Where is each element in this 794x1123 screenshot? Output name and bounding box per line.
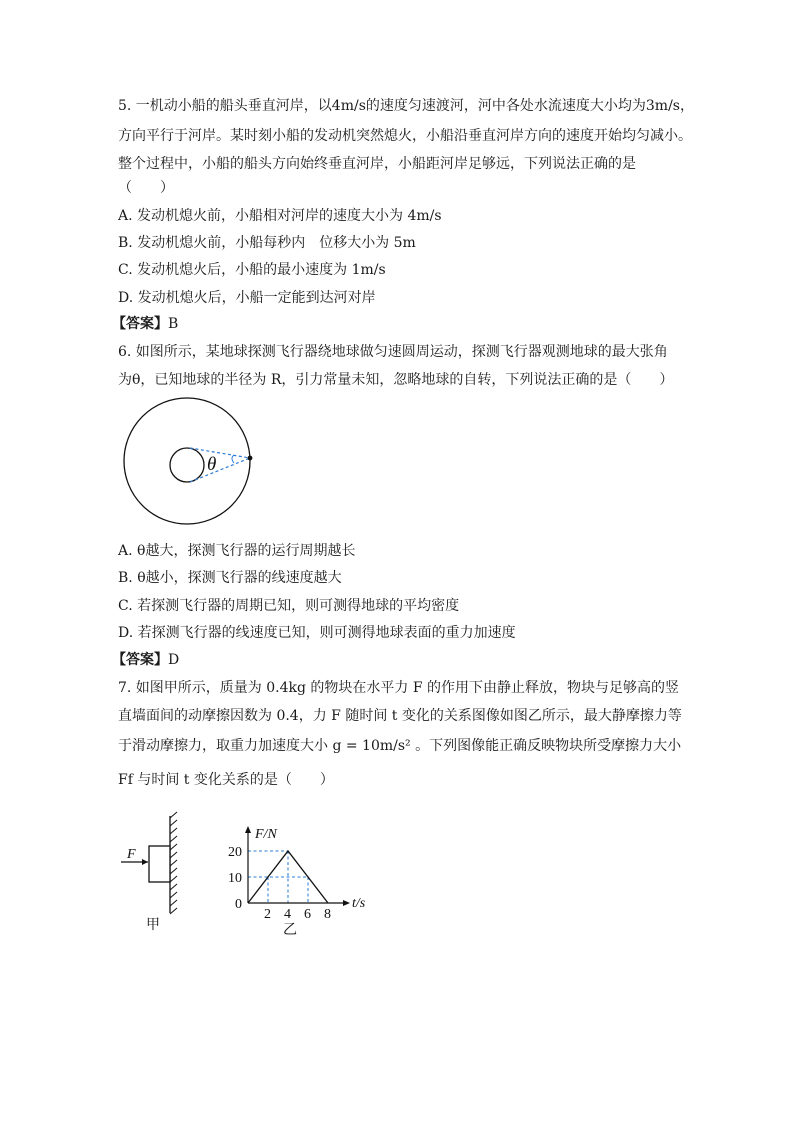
q5-stem-line-3: 整个过程中，小船的船头方向始终垂直河岸，小船距河岸足够远，下列说法正确的是: [118, 156, 636, 172]
q7-stem-line-4: Ff 与时间 t 变化关系的是（ ）: [118, 772, 334, 788]
y-axis-arrow: [245, 826, 251, 833]
q5-answer-tag: 【答案】: [112, 316, 168, 332]
x-axis-label: t/s: [352, 896, 366, 911]
origin-label: 0: [235, 897, 242, 912]
y-tick-label-10: 10: [228, 871, 242, 886]
q6-stem-line-1: 6. 如图所示，某地球探测飞行器绕地球做匀速圆周运动，探测飞行器观测地球的最大张角: [118, 344, 668, 360]
q5-option-c: C. 发动机熄火后，小船的最小速度为 1m/s: [118, 262, 386, 278]
figure-caption-yi: 乙: [283, 923, 297, 938]
force-label: F: [127, 847, 136, 862]
q7-stem-line-2: 直墙面间的动摩擦因数为 0.4，力 F 随时间 t 变化的关系图像如图乙所示，最大静摩擦力等: [118, 708, 682, 724]
q5-answer: [112, 314, 178, 334]
probe-point: [248, 456, 253, 461]
wall-hatching: [170, 812, 177, 914]
q7-stem-line-3: 于滑动摩擦力，取重力加速度大小 g = 10m/s² 。下列图像能正确反映物块所受摩擦力大小: [118, 738, 682, 754]
x-tick-label-8: 8: [324, 907, 331, 922]
q6-option-d: D. 若探测飞行器的线速度已知，则可测得地球表面的重力加速度: [118, 625, 516, 641]
orbit-circle: [124, 398, 250, 524]
tangent-line-lower: [190, 458, 250, 482]
q6-option-a: A. θ越大，探测飞行器的运行周期越长: [118, 543, 356, 559]
q5-answer-blank: （ ）: [118, 180, 174, 196]
q5-option-a: A. 发动机熄火前，小船相对河岸的速度大小为 4m/s: [118, 208, 442, 224]
y-tick-label-20: 20: [228, 845, 242, 860]
q6-answer: [112, 650, 179, 670]
q6-option-b: B. θ越小，探测飞行器的线速度越大: [118, 570, 342, 586]
q6-stem-line-2: 为θ，已知地球的半径为 R，引力常量未知，忽略地球的自转，下列说法正确的是（ ）: [118, 372, 674, 388]
y-axis-label: F/N: [255, 827, 277, 842]
q5-answer-value: B: [168, 316, 179, 332]
block: [149, 846, 170, 882]
q7-stem-line-1: 7. 如图甲所示，质量为 0.4kg 的物块在水平力 F 的作用下由静止释放，物块与足够高的竖: [118, 680, 680, 696]
x-tick-label-2: 2: [264, 907, 271, 922]
q7-figure-jia: [118, 808, 188, 938]
x-tick-label-6: 6: [304, 907, 311, 922]
q6-answer-value: D: [168, 652, 180, 668]
theta-label: θ: [207, 454, 217, 475]
force-arrow-head: [142, 859, 148, 865]
q5-option-b: B. 发动机熄火前，小船每秒内 位移大小为 5m: [118, 235, 416, 251]
q5-stem-line-2: 方向平行于河岸。某时刻小船的发动机突然熄火，小船沿垂直河岸方向的速度开始均匀减小。: [118, 128, 692, 144]
q6-orbit-figure: [118, 397, 258, 527]
x-tick-label-4: 4: [284, 907, 291, 922]
q5-stem-line-1: 5. 一机动小船的船头垂直河岸，以4m/s的速度匀速渡河，河中各处水流速度大小均为3m/s，: [118, 98, 694, 114]
earth-circle: [170, 448, 204, 482]
q6-answer-tag: 【答案】: [112, 652, 168, 668]
angle-arc: [232, 455, 234, 463]
figure-caption-jia: 甲: [146, 918, 160, 933]
q7-figure-yi-chart: [228, 822, 378, 940]
q6-option-c: C. 若探测飞行器的周期已知，则可测得地球的平均密度: [118, 598, 460, 614]
q5-option-d: D. 发动机熄火后，小船一定能到达河对岸: [118, 290, 376, 306]
x-axis-arrow: [343, 900, 350, 906]
